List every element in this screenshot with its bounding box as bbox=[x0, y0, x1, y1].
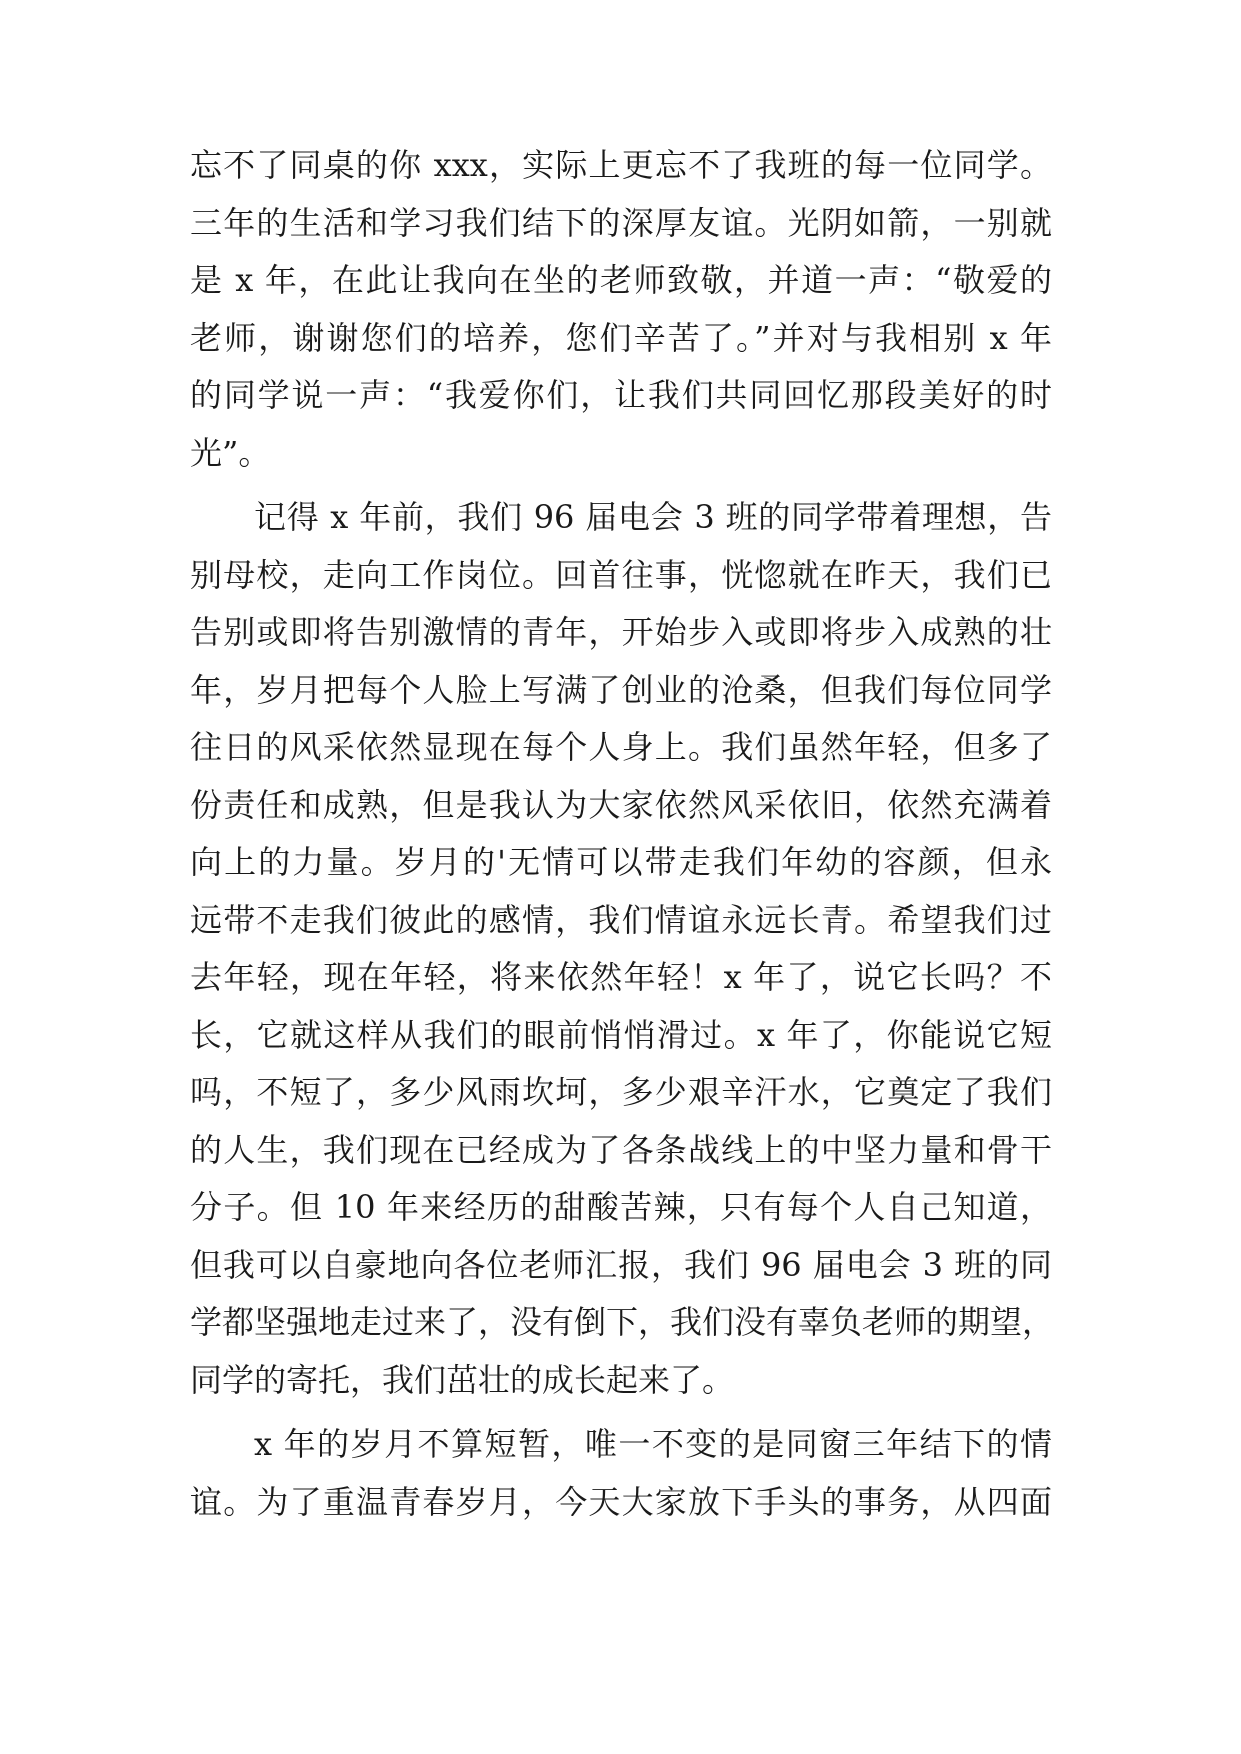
paragraph-3 bbox=[190, 1416, 1052, 1531]
text-line: 学都坚强地走过来了，没有倒下，我们没有辜负老师的期望， bbox=[190, 1303, 1055, 1341]
text-line: 吗，不短了，多少风雨坎坷，多少艰辛汗水，它奠定了我们 bbox=[190, 1073, 1052, 1111]
paragraph-1 bbox=[190, 137, 1052, 482]
text-line: 是 x 年，在此让我向在坐的老师致敬，并道一声：“敬爱的 bbox=[190, 261, 1052, 299]
paragraph-2 bbox=[190, 489, 1055, 1409]
text-line: 忘不了同桌的你 xxx，实际上更忘不了我班的每一位同学。 bbox=[190, 146, 1052, 184]
text-line: x 年的岁月不算短暂，唯一不变的是同窗三年结下的情 bbox=[254, 1425, 1052, 1463]
text-line: 别母校，走向工作岗位。回首往事，恍惚就在昨天，我们已 bbox=[190, 555, 1052, 594]
text-line: 长，它就这样从我们的眼前悄悄滑过。x 年了，你能说它短 bbox=[190, 1015, 1052, 1054]
text-line: 往日的风采依然显现在每个人身上。我们虽然年轻，但多了 bbox=[190, 728, 1052, 766]
text-line: 三年的生活和学习我们结下的深厚友谊。光阴如箭，一别就 bbox=[190, 203, 1052, 242]
text-line: 向上的力量。岁月的'无情可以带走我们年幼的容颜，但永 bbox=[190, 843, 1052, 881]
text-line: 的同学说一声：“我爱你们，让我们共同回忆那段美好的时 bbox=[190, 376, 1052, 414]
text-line: 分子。但 10 年来经历的甜酸苦辣，只有每个人自己知道， bbox=[190, 1188, 1052, 1226]
text-line: 的人生，我们现在已经成为了各条战线上的中坚力量和骨干 bbox=[190, 1130, 1052, 1169]
text-line: 年，岁月把每个人脸上写满了创业的沧桑，但我们每位同学 bbox=[190, 670, 1052, 709]
text-line: 光”。 bbox=[190, 433, 271, 472]
text-line: 谊。为了重温青春岁月，今天大家放下手头的事务，从四面 bbox=[190, 1482, 1052, 1521]
text-line: 份责任和成熟，但是我认为大家依然风采依旧，依然充满着 bbox=[190, 785, 1052, 824]
text-line: 去年轻，现在年轻，将来依然年轻！x 年了，说它长吗？不 bbox=[190, 958, 1052, 996]
document-body bbox=[190, 137, 1055, 1538]
text-line: 同学的寄托，我们茁壮的成长起来了。 bbox=[190, 1360, 735, 1399]
text-line: 老师，谢谢您们的培养，您们辛苦了。”并对与我相别 x 年 bbox=[190, 318, 1052, 357]
text-line: 远带不走我们彼此的感情，我们情谊永远长青。希望我们过 bbox=[190, 900, 1052, 939]
text-line: 记得 x 年前，我们 96 届电会 3 班的同学带着理想，告 bbox=[254, 498, 1052, 536]
text-line: 但我可以自豪地向各位老师汇报，我们 96 届电会 3 班的同 bbox=[190, 1245, 1052, 1284]
text-line: 告别或即将告别激情的青年，开始步入或即将步入成熟的壮 bbox=[190, 613, 1052, 651]
